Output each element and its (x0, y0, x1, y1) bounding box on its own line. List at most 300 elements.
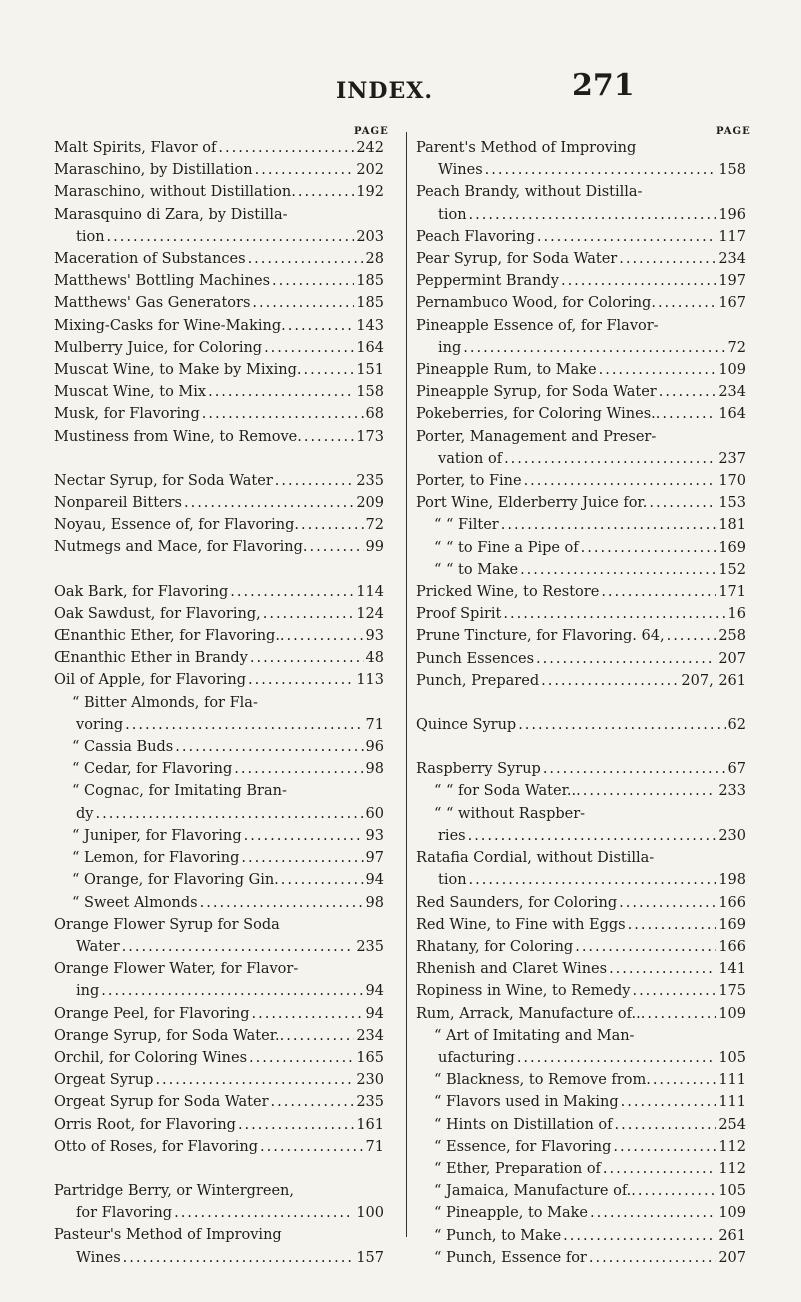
entry-page: 112 (718, 1138, 746, 1155)
entry-text: voring (76, 716, 124, 733)
entry-text: Peach Brandy, without Distilla- (416, 184, 643, 201)
index-entry (416, 714, 746, 736)
entry-text: Ratafia Cordial, without Distilla- (416, 850, 655, 867)
entry-page: 261 (718, 1227, 746, 1244)
entry-text: Nonpareil Bitters (54, 495, 182, 512)
entry-text: Orange Peel, for Flavoring (54, 1005, 250, 1022)
entry-text: “ “ for Soda Water... (434, 783, 581, 800)
entry-page: 185 (356, 273, 384, 290)
index-entry (416, 270, 746, 292)
entry-text: ries (438, 827, 466, 844)
leader-dots (599, 359, 717, 381)
entry-page: 153 (718, 495, 746, 512)
entry-text: “ Jamaica, Manufacture of.. (434, 1183, 636, 1200)
index-entry (54, 1069, 384, 1091)
leader-dots (107, 226, 355, 248)
leader-dots (561, 270, 716, 292)
index-entry (54, 292, 384, 314)
leader-dots (518, 714, 725, 736)
entry-text: Port Wine, Elderberry Juice for. (416, 495, 648, 512)
entry-page: 166 (718, 894, 746, 911)
index-entry (416, 537, 746, 559)
entry-text: Rhatany, for Coloring (416, 938, 574, 955)
entry-text: Nectar Syrup, for Soda Water (54, 472, 273, 489)
leader-dots (504, 448, 716, 470)
entry-text: ing (76, 983, 100, 1000)
leader-dots (658, 292, 716, 314)
entry-text: Orgeat Syrup (54, 1072, 154, 1089)
index-entry (416, 1003, 746, 1025)
entry-text: Matthews' Gas Generators (54, 295, 251, 312)
page-column-label-left: PAGE (354, 126, 389, 137)
entry-text: “ “ without Raspber- (434, 805, 586, 822)
leader-dots (175, 736, 363, 758)
leader-dots (123, 1247, 355, 1269)
entry-page: 141 (718, 961, 746, 978)
leader-dots (524, 470, 717, 492)
entry-page: 197 (718, 273, 746, 290)
leader-dots (520, 559, 716, 581)
index-entry (416, 159, 746, 181)
entry-page: 151 (356, 362, 384, 379)
index-entry (54, 1247, 384, 1269)
leader-dots (275, 470, 355, 492)
index-entry (416, 1225, 746, 1247)
index-entry (54, 647, 384, 669)
entry-text: Muscat Wine, to Make by Mixing. (54, 362, 302, 379)
entry-text: Prune Tincture, for Flavoring. 64, (416, 628, 665, 645)
entry-page: 185 (356, 295, 384, 312)
entry-page: 237 (718, 450, 746, 467)
index-entry (54, 692, 384, 714)
entry-text: “ Punch, Essence for (434, 1249, 587, 1266)
entry-text: Red Wine, to Fine with Eggs (416, 916, 626, 933)
leader-dots (304, 426, 354, 448)
entry-page: 230 (356, 1072, 384, 1089)
leader-dots (125, 714, 363, 736)
entry-text: Œnanthic Ether, for Flavoring.. (54, 628, 285, 645)
index-entry (416, 1247, 746, 1269)
entry-text: Peppermint Brandy (416, 273, 559, 290)
index-entry (416, 1091, 746, 1113)
leader-dots (286, 1025, 354, 1047)
leader-dots (208, 381, 354, 403)
entry-text: Wines (76, 1249, 121, 1266)
index-entry (416, 1136, 746, 1158)
leader-dots (517, 1047, 716, 1069)
leader-dots (662, 403, 716, 425)
index-entry (416, 936, 746, 958)
entry-text: Ropiness in Wine, to Remedy (416, 983, 631, 1000)
entry-text: Rum, Arrack, Manufacture of... (416, 1005, 646, 1022)
entry-page: 48 (365, 650, 384, 667)
entry-text: vation of (438, 450, 503, 467)
index-entry (416, 204, 746, 226)
index-entry (416, 137, 746, 159)
leader-dots (304, 359, 355, 381)
entry-text: Pernambuco Wood, for Coloring. (416, 295, 656, 312)
leader-dots (95, 803, 363, 825)
entry-text: “ Cedar, for Flavoring (72, 761, 233, 778)
entry-page: 112 (718, 1160, 746, 1177)
entry-page: 230 (718, 827, 746, 844)
index-entry (416, 825, 746, 847)
index-entry (54, 803, 384, 825)
leader-dots (583, 780, 717, 802)
entry-page: 97 (365, 850, 384, 867)
entry-text: tion (76, 228, 105, 245)
entry-text: “ Lemon, for Flavoring (72, 850, 240, 867)
index-entry (416, 758, 746, 780)
running-title: INDEX. (336, 78, 433, 104)
entry-page: 209 (356, 495, 384, 512)
index-entry (54, 714, 384, 736)
index-entry (416, 1158, 746, 1180)
entry-page: 166 (718, 938, 746, 955)
entry-page: 111 (718, 1094, 746, 1111)
entry-text: Orange Syrup, for Soda Water.. (54, 1027, 285, 1044)
index-entry (416, 914, 746, 936)
entry-page: 68 (365, 406, 384, 423)
index-entry (54, 359, 384, 381)
index-entry (54, 625, 384, 647)
page-column-label-right: PAGE (716, 126, 751, 137)
index-entry (416, 1202, 746, 1224)
leader-dots (638, 1180, 716, 1202)
index-entry (54, 758, 384, 780)
leader-dots (628, 914, 717, 936)
page-number: 271 (572, 68, 635, 103)
index-column-right (416, 137, 746, 1269)
entry-page: 72 (365, 517, 384, 534)
index-entry (416, 803, 746, 825)
index-entry (54, 1180, 384, 1202)
index-entry (54, 669, 384, 691)
entry-page: 16 (727, 606, 746, 623)
index-entry (416, 980, 746, 1002)
entry-page: 207 (718, 1249, 746, 1266)
leader-dots (563, 1225, 716, 1247)
index-entry (416, 248, 746, 270)
entry-page: 99 (365, 539, 384, 556)
entry-page: 171 (718, 584, 746, 601)
entry-text: Oil of Apple, for Flavoring (54, 672, 247, 689)
entry-text: Mustiness from Wine, to Remove. (54, 428, 302, 445)
entry-page: 113 (356, 672, 384, 689)
leader-dots (603, 1158, 716, 1180)
index-entry (416, 1069, 746, 1091)
leader-dots (287, 625, 364, 647)
entry-text: Marasquino di Zara, by Distilla- (54, 206, 288, 223)
entry-text: Quince Syrup (416, 717, 517, 734)
entry-page: 96 (365, 739, 384, 756)
entry-text: Porter, Management and Preser- (416, 428, 657, 445)
index-entry (416, 670, 746, 692)
entry-text: Œnanthic Ether in Brandy (54, 650, 248, 667)
entry-page: 62 (727, 717, 746, 734)
entry-page: 94 (365, 1005, 384, 1022)
entry-page: 60 (365, 805, 384, 822)
entry-text: Mulberry Juice, for Coloring (54, 339, 263, 356)
index-entry (416, 426, 746, 448)
index-entry (416, 448, 746, 470)
index-entry (54, 470, 384, 492)
entry-text: Parent's Method of Improving (416, 140, 637, 156)
index-column-left (54, 137, 384, 1269)
entry-page: 98 (365, 894, 384, 911)
leader-dots (250, 647, 364, 669)
entry-text: “ Blackness, to Remove from. (434, 1072, 651, 1089)
index-entry (54, 1025, 384, 1047)
entry-text: for Flavoring (76, 1205, 173, 1222)
entry-text: Water (76, 938, 120, 955)
index-entry (416, 869, 746, 891)
entry-text: “ Cognac, for Imitating Bran- (72, 783, 287, 800)
entry-page: 258 (718, 628, 746, 645)
entry-text: Noyau, Essence of, for Flavoring. (54, 517, 300, 534)
entry-text: tion (438, 206, 467, 223)
entry-text: Punch, Prepared (416, 672, 540, 689)
index-entry (54, 492, 384, 514)
index-entry (416, 847, 746, 869)
entry-text: “ Flavors used in Making (434, 1094, 619, 1111)
leader-dots (501, 514, 717, 536)
leader-dots (590, 1202, 716, 1224)
entry-text: “ Orange, for Flavoring Gin. (72, 872, 279, 889)
leader-dots (647, 1003, 716, 1025)
entry-text: Pokeberries, for Coloring Wines.. (416, 406, 661, 423)
entry-text: Punch Essences (416, 650, 535, 667)
leader-dots (619, 892, 716, 914)
entry-page: 152 (718, 561, 746, 578)
entry-text: Pineapple Rum, to Make (416, 362, 597, 379)
leader-dots (575, 936, 716, 958)
index-entry (54, 536, 384, 558)
entry-page: 28 (365, 251, 384, 268)
index-entry (416, 958, 746, 980)
index-entry (54, 514, 384, 536)
leader-dots (541, 670, 679, 692)
leader-dots (202, 403, 364, 425)
entry-text: Nutmegs and Mace, for Flavoring. (54, 539, 308, 556)
entry-text: “ “ Filter (434, 517, 499, 534)
index-entry (54, 1202, 384, 1224)
index-entry (416, 403, 746, 425)
entry-page: 93 (365, 628, 384, 645)
entry-page: 254 (718, 1116, 746, 1133)
leader-dots (248, 248, 364, 270)
entry-text: Peach Flavoring (416, 228, 535, 245)
index-entry (54, 381, 384, 403)
entry-text: Orgeat Syrup for Soda Water (54, 1094, 269, 1111)
leader-dots (298, 181, 354, 203)
index-entry (54, 204, 384, 226)
index-entry (416, 581, 746, 603)
entry-page: 203 (356, 228, 384, 245)
entry-page: 235 (356, 1094, 384, 1111)
leader-dots (485, 159, 717, 181)
entry-text: tion (438, 872, 467, 889)
leader-dots (252, 292, 354, 314)
entry-page: 164 (356, 339, 384, 356)
entry-text: “ “ to Make (434, 561, 519, 578)
entry-text: Orris Root, for Flavoring (54, 1116, 236, 1133)
leader-dots (263, 603, 355, 625)
index-entry (54, 603, 384, 625)
entry-page: 105 (718, 1049, 746, 1066)
index-entry (54, 581, 384, 603)
entry-text: Muscat Wine, to Mix (54, 384, 207, 401)
entry-page: 165 (356, 1049, 384, 1066)
entry-page: 198 (718, 872, 746, 889)
entry-text: Pineapple Essence of, for Flavor- (416, 317, 659, 334)
index-entry (54, 426, 384, 448)
index-entry (54, 337, 384, 359)
index-entry (416, 648, 746, 670)
entry-text: Maraschino, by Distillation (54, 162, 253, 179)
entry-text: Musk, for Flavoring (54, 406, 200, 423)
index-entry (416, 514, 746, 536)
leader-dots (260, 1136, 364, 1158)
entry-text: Oak Sawdust, for Flavoring, (54, 605, 261, 622)
entry-page: 170 (718, 473, 746, 490)
entry-text: Otto of Roses, for Flavoring (54, 1138, 259, 1155)
entry-page: 105 (718, 1183, 746, 1200)
entry-text: ing (438, 339, 462, 356)
entry-text: Pear Syrup, for Soda Water (416, 251, 618, 268)
index-entry (416, 625, 746, 647)
index-entry (416, 1025, 746, 1047)
index-entry (416, 181, 746, 203)
leader-dots (249, 1047, 354, 1069)
entry-page: 207, 261 (681, 672, 746, 689)
entry-text: “ Hints on Distillation of (434, 1116, 613, 1133)
entry-page: 98 (365, 761, 384, 778)
entry-page: 169 (718, 539, 746, 556)
leader-dots (200, 892, 364, 914)
leader-dots (122, 936, 355, 958)
index-entry (54, 1114, 384, 1136)
index-entry (416, 470, 746, 492)
entry-text: Red Saunders, for Coloring (416, 894, 618, 911)
leader-dots (601, 581, 716, 603)
leader-dots (101, 980, 363, 1002)
entry-text: “ Essence, for Flavoring (434, 1138, 612, 1155)
entry-page: 202 (356, 162, 384, 179)
entry-page: 71 (365, 716, 384, 733)
leader-dots (174, 1202, 354, 1224)
leader-dots (230, 581, 354, 603)
leader-dots (271, 1091, 355, 1113)
leader-dots (218, 137, 354, 159)
leader-dots (463, 337, 725, 359)
index-entry (54, 226, 384, 248)
leader-dots (503, 603, 725, 625)
index-entry (416, 1114, 746, 1136)
entry-text: “ “ to Fine a Pipe of (434, 539, 579, 556)
entry-page: 181 (718, 517, 746, 534)
index-entry (54, 1091, 384, 1113)
index-entry (54, 936, 384, 958)
leader-dots (272, 270, 354, 292)
leader-dots (543, 758, 726, 780)
index-entry (54, 270, 384, 292)
entry-page: 164 (718, 406, 746, 423)
entry-page: 94 (365, 872, 384, 889)
index-entry (54, 1224, 384, 1246)
entry-page: 117 (718, 228, 746, 245)
entry-page: 157 (356, 1249, 384, 1266)
entry-page: 196 (718, 206, 746, 223)
entry-text: dy (76, 805, 94, 822)
index-entry (54, 181, 384, 203)
leader-dots (589, 1247, 716, 1269)
index-entry (54, 1047, 384, 1069)
leader-dots (244, 825, 364, 847)
entry-text: “ Art of Imitating and Man- (434, 1027, 635, 1044)
leader-dots (619, 248, 716, 270)
entry-text: “ Ether, Preparation of (434, 1160, 601, 1177)
entry-text: Pasteur's Method of Improving (54, 1227, 282, 1244)
index-entry (54, 780, 384, 802)
leader-dots (615, 1114, 717, 1136)
leader-dots (310, 536, 364, 558)
entry-text: Oak Bark, for Flavoring (54, 583, 229, 600)
entry-text: Mixing-Casks for Wine-Making. (54, 317, 286, 334)
entry-text: Orange Flower Water, for Flavor- (54, 961, 299, 978)
leader-dots (252, 1003, 364, 1025)
entry-page: 173 (356, 428, 384, 445)
entry-page: 124 (356, 605, 384, 622)
index-entry (54, 315, 384, 337)
index-entry (416, 359, 746, 381)
leader-dots (255, 159, 355, 181)
entry-page: 242 (356, 140, 384, 156)
leader-dots (281, 869, 364, 891)
entry-page: 109 (718, 1205, 746, 1222)
entry-text: Maraschino, without Distillation. (54, 184, 296, 201)
entry-text: ufacturing (438, 1049, 515, 1066)
entry-text: Rhenish and Claret Wines (416, 961, 608, 978)
entry-page: 72 (727, 339, 746, 356)
entry-text: Pricked Wine, to Restore (416, 584, 600, 601)
leader-dots (609, 958, 716, 980)
entry-text: “ Pineapple, to Make (434, 1205, 589, 1222)
entry-page: 167 (718, 295, 746, 312)
index-entry (54, 914, 384, 936)
entry-page: 234 (718, 251, 746, 268)
leader-dots (649, 492, 716, 514)
index-entry (54, 847, 384, 869)
index-entry (416, 780, 746, 802)
entry-page: 109 (718, 362, 746, 379)
leader-dots (581, 537, 717, 559)
index-entry (54, 980, 384, 1002)
entry-text: Wines (438, 162, 483, 179)
leader-dots (468, 825, 717, 847)
entry-text: Orchil, for Coloring Wines (54, 1049, 248, 1066)
entry-page: 161 (356, 1116, 384, 1133)
entry-page: 93 (365, 827, 384, 844)
page-header (0, 0, 801, 140)
entry-page: 234 (718, 384, 746, 401)
entry-page: 207 (718, 650, 746, 667)
entry-text: Maceration of Substances (54, 251, 246, 268)
entry-page: 100 (356, 1205, 384, 1222)
entry-page: 235 (356, 938, 384, 955)
leader-dots (288, 315, 355, 337)
leader-dots (301, 514, 364, 536)
